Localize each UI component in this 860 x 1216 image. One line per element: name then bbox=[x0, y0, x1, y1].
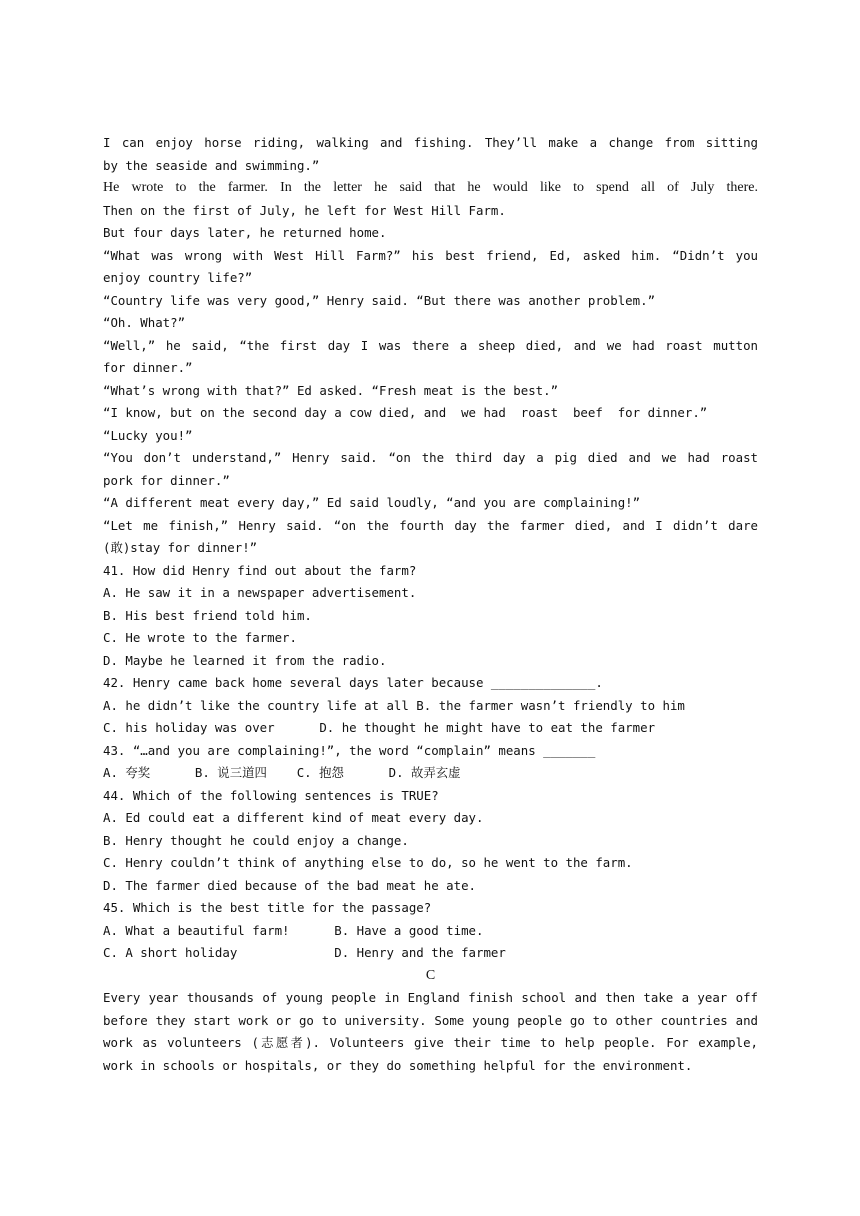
passage-line: for dinner.” bbox=[103, 360, 193, 375]
passage-line: (敢)stay for dinner!” bbox=[103, 540, 258, 555]
passage-line: “You don’t understand,” Henry said. “on the third day a pig died and we had roast bbox=[103, 450, 758, 465]
question-stem: 42. Henry came back home several days later because ______________. bbox=[103, 675, 603, 690]
question-41 bbox=[103, 560, 758, 673]
question-option: D. The farmer died because of the bad meat he ate. bbox=[103, 877, 476, 893]
passage-b-text bbox=[103, 132, 758, 560]
document-page bbox=[103, 132, 758, 1077]
passage-line: “Oh. What?” bbox=[103, 315, 186, 330]
passage-line: pork for dinner.” bbox=[103, 472, 230, 488]
passage-line: “A different meat every day,” Ed said loudly, “and you are complaining!” bbox=[103, 495, 641, 510]
passage-line: work as volunteers (志愿者). Volunteers give their time to help people. For example, bbox=[103, 1035, 758, 1050]
passage-line: But four days later, he returned home. bbox=[103, 225, 387, 240]
question-45 bbox=[103, 897, 758, 965]
passage-line: by the seaside and swimming.” bbox=[103, 157, 320, 173]
question-option: B. Henry thought he could enjoy a change. bbox=[103, 832, 409, 848]
question-44 bbox=[103, 785, 758, 898]
question-option: C. Henry couldn’t think of anything else to do, so he went to the farm. bbox=[103, 855, 633, 870]
question-stem: 45. Which is the best title for the passage? bbox=[103, 900, 432, 915]
question-43 bbox=[103, 740, 758, 785]
question-option: A. He saw it in a newspaper advertisement. bbox=[103, 585, 417, 600]
passage-line: Then on the first of July, he left for West Hill Farm. bbox=[103, 202, 506, 218]
question-stem: 44. Which of the following sentences is TRUE? bbox=[103, 787, 439, 803]
passage-line: “I know, but on the second day a cow died, and we had roast beef for dinner.” bbox=[103, 405, 708, 420]
passage-line: “What was wrong with West Hill Farm?” his best friend, Ed, asked him. “Didn’t you bbox=[103, 247, 758, 263]
question-option: A. Ed could eat a different kind of meat every day. bbox=[103, 810, 484, 825]
question-42 bbox=[103, 672, 758, 740]
question-option: A. 夸奖 B. 说三道四 C. 抱怨 D. 故弄玄虚 bbox=[103, 765, 461, 780]
passage-line: “Country life was very good,” Henry said. “But there was another problem.” bbox=[103, 292, 656, 308]
question-stem: 41. How did Henry find out about the farm? bbox=[103, 562, 417, 578]
question-option: A. What a beautiful farm! B. Have a good time. bbox=[103, 922, 484, 938]
passage-line: “Well,” he said, “the first day I was there a sheep died, and we had roast mutton bbox=[103, 337, 758, 353]
passage-line: I can enjoy horse riding, walking and fishing. They’ll make a change from sitting bbox=[103, 135, 758, 150]
passage-line: He wrote to the farmer. In the letter he said that he would like to spend all of July there. bbox=[103, 180, 758, 195]
passage-line: “Let me finish,” Henry said. “on the fourth day the farmer died, and I didn’t dare bbox=[103, 517, 758, 533]
passage-line: before they start work or go to university. Some young people go to other countries and bbox=[103, 1012, 758, 1028]
question-stem: 43. “…and you are complaining!”, the word “complain” means _______ bbox=[103, 742, 596, 758]
section-heading: C bbox=[425, 967, 436, 983]
question-option: A. he didn’t like the country life at all B. the farmer wasn’t friendly to him bbox=[103, 697, 685, 713]
question-option: C. A short holiday D. Henry and the farmer bbox=[103, 945, 506, 960]
question-option: D. Maybe he learned it from the radio. bbox=[103, 652, 387, 668]
question-option: C. his holiday was over D. he thought he might have to eat the farmer bbox=[103, 720, 656, 735]
question-option: C. He wrote to the farmer. bbox=[103, 630, 297, 645]
passage-line: “What’s wrong with that?” Ed asked. “Fresh meat is the best.” bbox=[103, 382, 559, 398]
passage-line: “Lucky you!” bbox=[103, 427, 193, 443]
passage-line: enjoy country life?” bbox=[103, 270, 253, 285]
question-option: B. His best friend told him. bbox=[103, 607, 312, 623]
section-c-text bbox=[103, 987, 758, 1077]
passage-line: Every year thousands of young people in England finish school and then take a year off bbox=[103, 990, 758, 1005]
passage-line: work in schools or hospitals, or they do something helpful for the environment. bbox=[103, 1057, 693, 1073]
